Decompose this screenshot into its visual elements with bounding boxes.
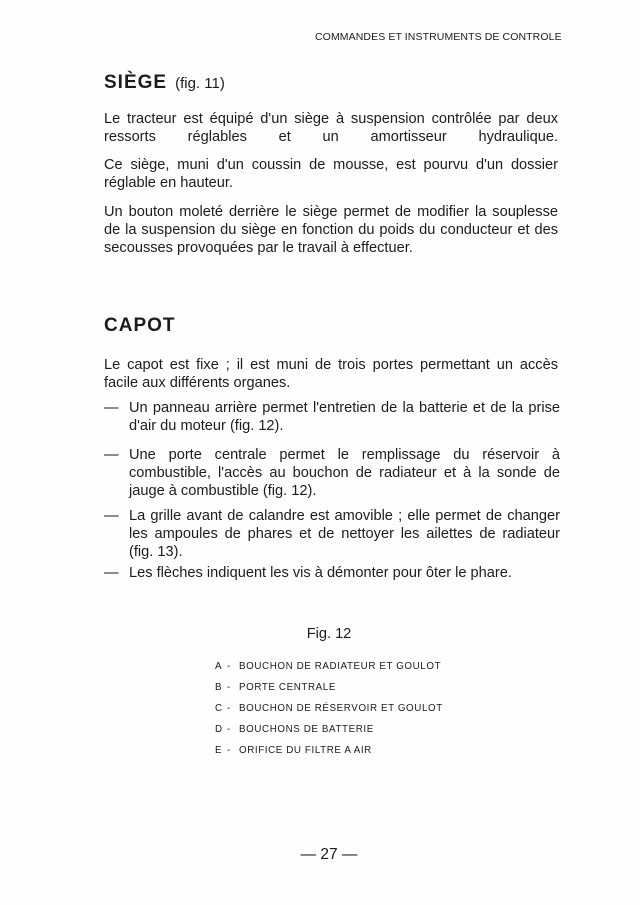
dash-marker: — (104, 447, 119, 463)
legend-letter: B (215, 682, 223, 693)
paragraph: Le capot est fixe ; il est muni de trois portes permettant un accès facile aux différents organes. (104, 357, 558, 391)
figure-reference: (fig. 11) (175, 75, 225, 92)
dash-marker: — (104, 508, 119, 524)
paragraph: Un bouton moleté derrière le siège permet de modifier la souplesse de la suspension du siège en fonction du poids du conducteur et des secousses provoquées par le travail à effectuer. (104, 204, 558, 256)
legend-item (215, 661, 443, 682)
page-number: — 27 — (300, 846, 358, 863)
dash-marker: — (104, 565, 119, 581)
legend-text: BOUCHON DE RADIATEUR ET GOULOT (239, 661, 442, 672)
paragraph: Le tracteur est équipé d'un siège à suspension contrôlée par deux ressorts réglables et un amortisseur hydraulique. (104, 111, 558, 145)
legend-text: BOUCHONS DE BATTERIE (239, 724, 374, 735)
legend-letter: D (215, 724, 223, 735)
list-item-text: La grille avant de calandre est amovible ; elle permet de changer les ampoules de phares et de nettoyer les ailettes de radiateur (fig. 13). (129, 508, 560, 560)
legend-separator: - (227, 724, 231, 735)
legend-text: PORTE CENTRALE (239, 682, 336, 693)
section-title: SIÈGE (104, 72, 168, 93)
legend-letter: C (215, 703, 223, 714)
legend-letter: E (215, 745, 223, 756)
paragraph: Ce siège, muni d'un coussin de mousse, est pourvu d'un dossier réglable en hauteur. (104, 157, 558, 191)
legend-text: ORIFICE DU FILTRE A AIR (239, 745, 372, 756)
running-header: COMMANDES ET INSTRUMENTS DE CONTROLE (315, 31, 562, 43)
legend-item (215, 703, 443, 724)
list-item-text: Un panneau arrière permet l'entretien de la batterie et de la prise d'air du moteur (fig. 12). (129, 400, 560, 434)
legend-letter: A (215, 661, 223, 672)
list-item-text: Une porte centrale permet le remplissage du réservoir à combustible, l'accès au bouchon de radiateur et à la sonde de jauge à combustible (fig. 12). (129, 447, 560, 499)
legend-item (215, 682, 443, 703)
legend-separator: - (227, 661, 231, 672)
section-heading-capot (104, 315, 176, 337)
legend-item (215, 745, 443, 766)
legend-separator: - (227, 682, 231, 693)
figure-caption: Fig. 12 (306, 626, 352, 642)
legend-item (215, 724, 443, 745)
figure-legend (215, 661, 443, 766)
list-item-text: Les flèches indiquent les vis à démonter pour ôter le phare. (129, 565, 512, 581)
section-heading-siege (104, 72, 225, 94)
legend-text: BOUCHON DE RÉSERVOIR ET GOULOT (239, 703, 443, 714)
legend-separator: - (227, 703, 231, 714)
dash-marker: — (104, 400, 119, 416)
section-title: CAPOT (104, 315, 176, 336)
legend-separator: - (227, 745, 231, 756)
